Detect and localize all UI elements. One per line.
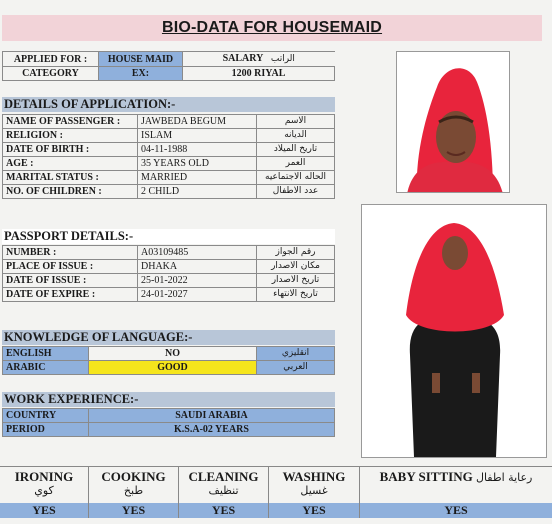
application-heading: DETAILS OF APPLICATION:-: [2, 97, 335, 112]
language-table: [2, 346, 335, 375]
skill-washing-ar: غسيل: [300, 484, 328, 497]
application-value: JAWBEDA BEGUM: [138, 115, 257, 129]
application-arabic-label: تاريخ الميلاد: [257, 143, 335, 157]
application-arabic-label: العمر: [257, 157, 335, 171]
skill-cleaning-label: CLEANING: [188, 469, 259, 484]
skill-washing-value: YES: [269, 503, 359, 518]
work-label: COUNTRY: [3, 409, 89, 423]
language-row: [3, 347, 335, 361]
skill-ironing-value: YES: [0, 503, 88, 518]
full-body-photo: [361, 204, 547, 458]
application-row: [3, 171, 335, 185]
language-value: GOOD: [89, 361, 257, 375]
application-value: 2 CHILD: [138, 185, 257, 199]
skill-ironing-ar: كوي: [34, 484, 54, 497]
passport-label: DATE OF ISSUE :: [3, 274, 138, 288]
application-value: ISLAM: [138, 129, 257, 143]
application-arabic-label: الحاله الاجتماعيه: [257, 171, 335, 185]
language-row: [3, 361, 335, 375]
language-heading: KNOWLEDGE OF LANGUAGE:-: [2, 330, 335, 345]
language-label: ARABIC: [3, 361, 89, 375]
passport-row: [3, 260, 335, 274]
skills-top-rule: [0, 466, 552, 467]
passport-value: A03109485: [138, 246, 257, 260]
work-label: PERIOD: [3, 423, 89, 437]
skill-cooking: [89, 466, 179, 518]
application-label: MARITAL STATUS :: [3, 171, 138, 185]
passport-arabic-label: مكان الاصدار: [257, 260, 335, 274]
passport-label: PLACE OF ISSUE :: [3, 260, 138, 274]
language-arabic-label: العربي: [257, 361, 335, 375]
skill-baby-sitting: [360, 466, 552, 518]
skill-cooking-label: COOKING: [101, 469, 166, 484]
application-row: [3, 129, 335, 143]
skill-cleaning: [179, 466, 269, 518]
category-label: CATEGORY: [3, 67, 99, 81]
passport-arabic-label: رقم الجواز: [257, 246, 335, 260]
passport-label: NUMBER :: [3, 246, 138, 260]
salary-label: SALARY الراتب: [183, 52, 335, 67]
salary-value: 1200 RIYAL: [183, 67, 335, 81]
application-value: 04-11-1988: [138, 143, 257, 157]
skill-ironing: [0, 466, 89, 518]
application-arabic-label: عدد الاطفال: [257, 185, 335, 199]
passport-row: [3, 246, 335, 260]
language-label: ENGLISH: [3, 347, 89, 361]
application-row: [3, 143, 335, 157]
application-value: 35 YEARS OLD: [138, 157, 257, 171]
application-row: [3, 157, 335, 171]
application-row: [3, 115, 335, 129]
header-table: [2, 51, 335, 81]
skill-washing: [269, 466, 360, 518]
skill-cooking-ar: طبخ: [123, 484, 144, 497]
application-label: NO. OF CHILDREN :: [3, 185, 138, 199]
skill-cooking-value: YES: [89, 503, 178, 518]
application-row: [3, 185, 335, 199]
work-row: [3, 423, 335, 437]
passport-value: 24-01-2027: [138, 288, 257, 302]
application-label: RELIGION :: [3, 129, 138, 143]
skills-table: [0, 466, 552, 518]
portrait-photo-image: [397, 52, 510, 193]
applied-for-label: APPLIED FOR :: [3, 52, 99, 67]
page-title: BIO-DATA FOR HOUSEMAID: [161, 19, 383, 36]
applied-for-value: HOUSE MAID: [99, 52, 183, 67]
full-body-photo-image: [362, 205, 547, 458]
passport-value: DHAKA: [138, 260, 257, 274]
application-label: AGE :: [3, 157, 138, 171]
skill-cleaning-value: YES: [179, 503, 268, 518]
language-arabic-label: انقليزي: [257, 347, 335, 361]
application-table: [2, 114, 335, 199]
work-value: K.S.A-02 YEARS: [89, 423, 335, 437]
passport-heading: PASSPORT DETAILS:-: [2, 229, 335, 244]
title-bar: [2, 15, 542, 41]
skill-baby-sitting-value: YES: [360, 503, 552, 518]
work-table: [2, 408, 335, 437]
passport-arabic-label: تاريخ الانتهاء: [257, 288, 335, 302]
work-heading: WORK EXPERIENCE:-: [2, 392, 335, 407]
application-arabic-label: الديانه: [257, 129, 335, 143]
skill-washing-label: WASHING: [282, 469, 346, 484]
portrait-photo: [396, 51, 510, 193]
passport-label: DATE OF EXPIRE :: [3, 288, 138, 302]
passport-value: 25-01-2022: [138, 274, 257, 288]
skill-ironing-label: IRONING: [14, 469, 74, 484]
work-row: [3, 409, 335, 423]
work-value: SAUDI ARABIA: [89, 409, 335, 423]
application-label: DATE OF BIRTH :: [3, 143, 138, 157]
skill-baby-sitting-label: BABY SITTING رعاية اطفال: [379, 469, 533, 484]
passport-row: [3, 288, 335, 302]
language-value: NO: [89, 347, 257, 361]
passport-row: [3, 274, 335, 288]
passport-table: [2, 245, 335, 302]
skill-cleaning-ar: تنظيف: [208, 484, 239, 497]
category-value: EX:: [99, 67, 183, 81]
application-arabic-label: الاسم: [257, 115, 335, 129]
application-value: MARRIED: [138, 171, 257, 185]
application-label: NAME OF PASSENGER :: [3, 115, 138, 129]
passport-arabic-label: تاريخ الاصدار: [257, 274, 335, 288]
